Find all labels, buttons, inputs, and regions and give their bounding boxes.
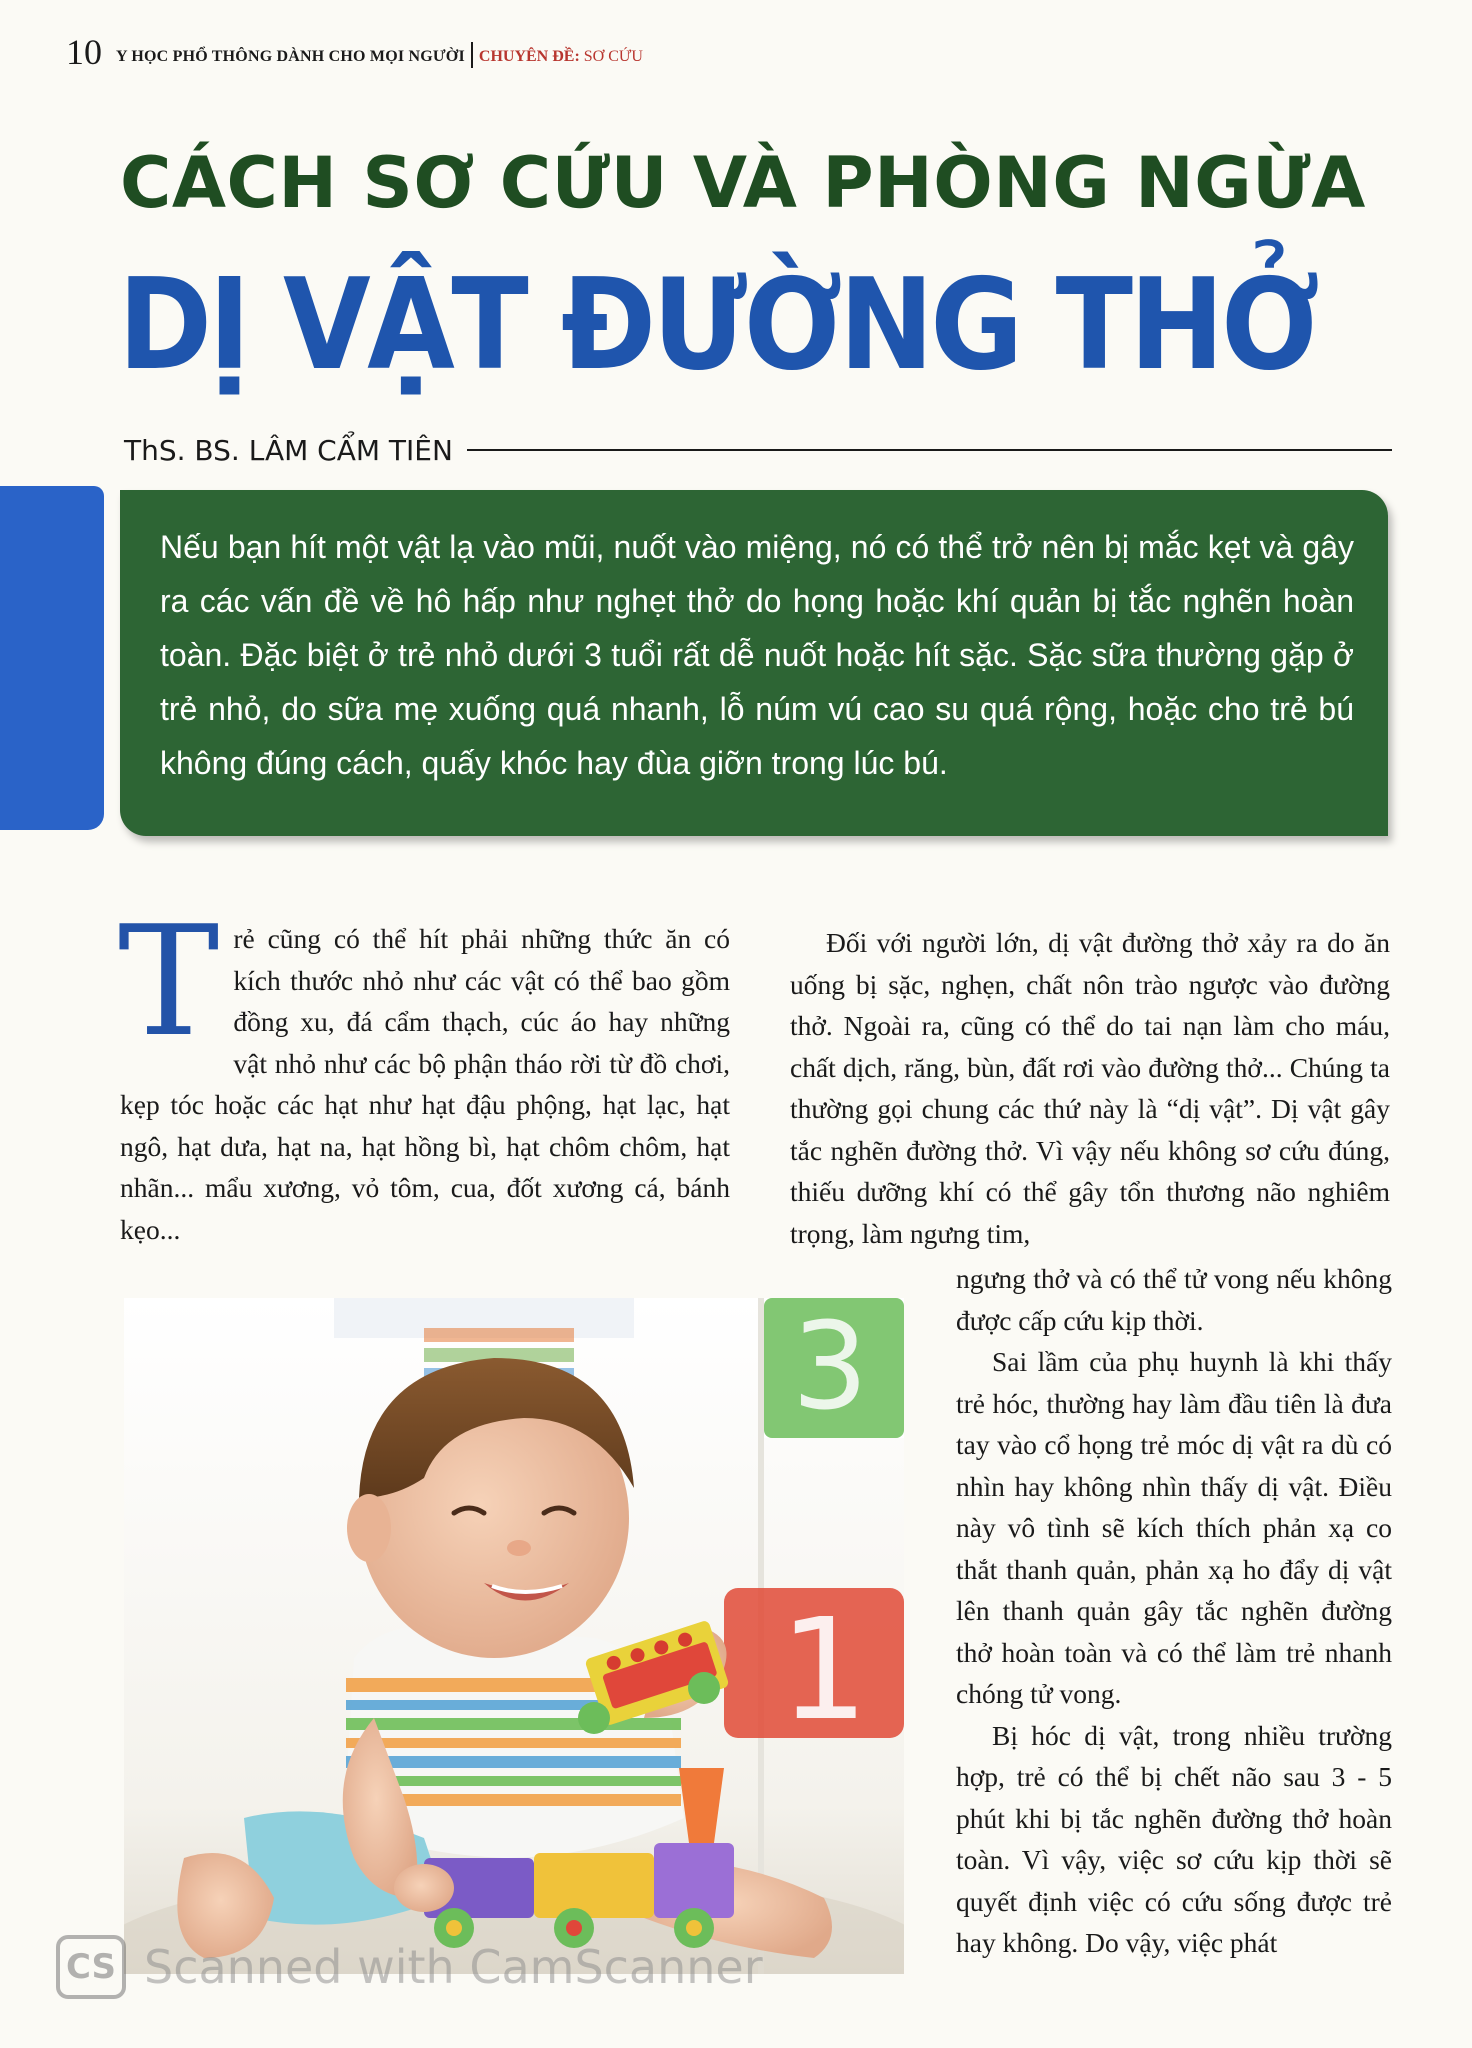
right-column-bottom xyxy=(956,1258,1392,1964)
page-header xyxy=(66,26,643,70)
magazine-name: Y HỌC PHỔ THÔNG DÀNH CHO MỌI NGƯỜI xyxy=(116,48,465,65)
header-separator xyxy=(471,42,473,68)
right-paragraph-1-continued: ngưng thở và có thể tử vong nếu không được cấp cứu kịp thời. xyxy=(956,1263,1392,1336)
topic-label-prefix: CHUYÊN ĐỀ: xyxy=(478,48,580,65)
title-line-1: CÁCH SƠ CỨU VÀ PHÒNG NGỪA xyxy=(120,142,1366,224)
left-paragraph: rẻ cũng có thể hít phải những thức ăn có kích thước nhỏ như các vật có thể bao gồm đồng xu, đá cẩm thạch, cúc áo hay những vật nhỏ như các bộ phận tháo rời từ đồ chơi, kẹp tóc hoặc các hạt như hạt đậu phộng, hạt lạc, hạt ngô, hạt dưa, hạt na, hạt hồng bì, hạt chôm chôm, hạt nhãn... mẩu xương, vỏ tôm, cua, đốt xương cá, bánh kẹo... xyxy=(120,923,730,1245)
photo-illustration xyxy=(124,1298,904,1974)
topic-label xyxy=(479,48,643,70)
right-paragraph-3: Bị hóc dị vật, trong nhiều trường hợp, trẻ có thể bị chết não sau 3 - 5 phút khi bị tắc nghẽn đường thở hoàn toàn. Vì vậy, việc sơ cứu kịp thời sẽ quyết định việc có cứu sống được trẻ hay không. Do vậy, việc phát xyxy=(956,1719,1392,1958)
right-column-top xyxy=(790,922,1390,1254)
drop-cap: T xyxy=(118,893,220,1070)
intro-box xyxy=(120,490,1388,836)
left-column xyxy=(118,893,730,1250)
blue-side-tab xyxy=(0,486,104,830)
photo-child-with-toys xyxy=(124,1298,904,1974)
camscanner-watermark xyxy=(56,1932,763,2002)
title-line-2: DỊ VẬT ĐƯỜNG THỞ xyxy=(118,251,1317,398)
author-row xyxy=(124,432,1392,468)
page-number: 10 xyxy=(66,32,102,72)
camscanner-logo-icon: CS xyxy=(56,1935,126,1999)
right-paragraph-2: Sai lầm của phụ huynh là khi thấy trẻ hóc, thường hay làm đầu tiên là đưa tay vào cổ họng trẻ móc dị vật ra dù có nhìn hay không nhìn thấy dị vật. Điều này vô tình sẽ kích thích phản xạ co thắt thanh quản, phản xạ ho đẩy dị vật lên thanh quản gây tắc nghẽn đường thở hoàn toàn và có thể làm trẻ nhanh chóng tử vong. xyxy=(956,1346,1392,1709)
photo-block-number-1: 1 xyxy=(779,1589,869,1752)
intro-text: Nếu bạn hít một vật lạ vào mũi, nuốt vào miệng, nó có thể trở nên bị mắc kẹt và gây ra các vấn đề về hô hấp như nghẹt thở do họng hoặc khí quản bị tắc nghẽn hoàn toàn. Đặc biệt ở trẻ nhỏ dưới 3 tuổi rất dễ nuốt hoặc hít sặc. Sặc sữa thường gặp ở trẻ nhỏ, do sữa mẹ xuống quá nhanh, lỗ núm vú cao su quá rộng, hoặc cho trẻ bú không đúng cách, quấy khóc hay đùa giỡn trong lúc bú. xyxy=(160,529,1354,781)
author-rule xyxy=(467,449,1392,451)
watermark-text: Scanned with CamScanner xyxy=(144,1940,763,1994)
photo-block-number-3: 3 xyxy=(791,1298,869,1437)
topic-label-value: SƠ CỨU xyxy=(583,48,643,65)
author-name: ThS. BS. LÂM CẨM TIÊN xyxy=(124,433,453,467)
right-paragraph-1: Đối với người lớn, dị vật đường thở xảy ra do ăn uống bị sặc, nghẹn, chất nôn trào ngược vào đường thở. Ngoài ra, cũng có thể do tai nạn làm cho máu, chất dịch, răng, bùn, đất rơi vào đường thở... Chúng ta thường gọi chung các thứ này là “dị vật”. Dị vật gây tắc nghẽn đường thở. Vì vậy nếu không sơ cứu đúng, thiếu dưỡng khí có thể gây tổn thương não nghiêm trọng, làm ngưng tim, xyxy=(790,927,1390,1249)
